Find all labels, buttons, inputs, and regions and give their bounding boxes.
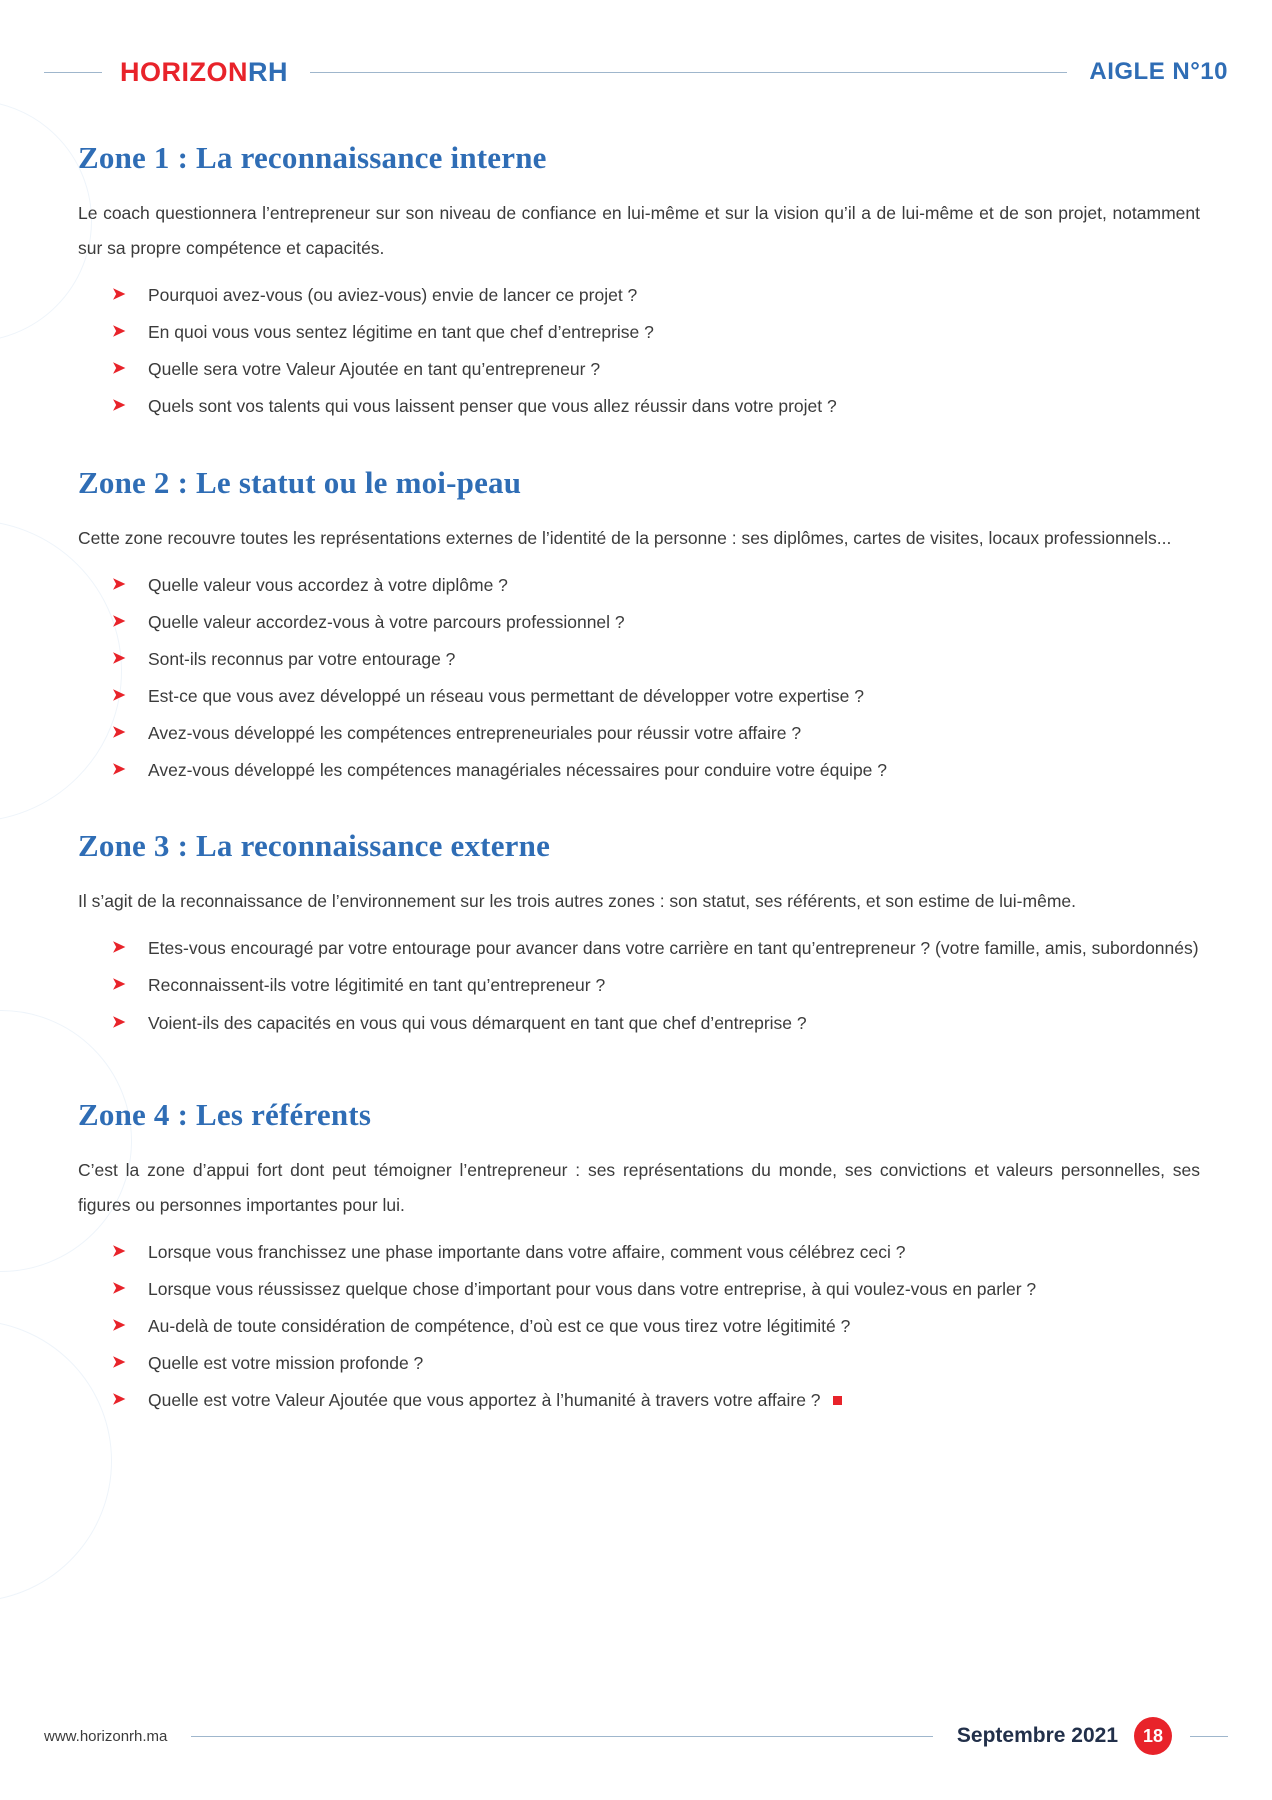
page-header: [0, 48, 1272, 96]
list-item: [108, 319, 1204, 356]
footer-rule: [191, 1736, 933, 1737]
arrow-bullet-icon: ➤: [112, 1391, 126, 1409]
list-item: [108, 720, 1204, 757]
list-item: [108, 1350, 1204, 1387]
list-item: [108, 609, 1204, 646]
list-item: [108, 935, 1204, 972]
list-item: [108, 757, 1204, 794]
brand-logo-secondary: RH: [248, 56, 288, 87]
page-number-badge: 18: [1134, 1717, 1172, 1755]
zone-section: [78, 828, 1204, 1046]
arrow-bullet-icon: ➤: [112, 323, 126, 341]
arrow-bullet-icon: ➤: [112, 1354, 126, 1371]
list-item: [108, 282, 1204, 319]
arrow-bullet-icon: ➤: [112, 575, 126, 593]
list-item: [108, 1313, 1204, 1350]
list-item: [108, 393, 1204, 430]
list-item: [108, 646, 1204, 683]
brand-logo: [120, 57, 288, 88]
arrow-bullet-icon: ➤: [112, 360, 126, 378]
page-footer: [0, 1716, 1272, 1756]
arrow-bullet-icon: ➤: [112, 612, 126, 630]
list-item-label: Avez-vous développé les compétences managériales nécessaires pour conduire votre équipe ?: [148, 760, 888, 781]
zone-title: Zone 4 : Les référents: [78, 1096, 372, 1132]
list-item-label: Sont-ils reconnus par votre entourage ?: [148, 648, 456, 669]
list-item-label: Est-ce que vous avez développé un réseau vous permettant de développer votre expertise ?: [148, 685, 864, 706]
zone-title: Zone 2 : Le statut ou le moi-peau: [78, 464, 522, 500]
zone-intro: Le coach questionnera l’entrepreneur sur son niveau de confiance en lui-même et sur la vision qu’il a de lui-même et de son projet, notamment sur sa propre compétence et capacités.: [78, 203, 1200, 258]
issue-number: AIGLE N°10: [1089, 58, 1228, 85]
zone-title: Zone 1 : La reconnaissance interne: [78, 140, 547, 175]
list-item-label: Lorsque vous réussissez quelque chose d’important pour vous dans votre entreprise, à qui voulez-vous en parler ?: [148, 1278, 1037, 1299]
arrow-bullet-icon: ➤: [112, 976, 126, 994]
zone-section: [78, 140, 1204, 431]
zone-intro: C’est la zone d’appui fort dont peut témoigner l’entrepreneur : ses représentations du monde, ses convictions et valeurs personnelles, ses figures ou personnes importantes pour lui.: [78, 1159, 1200, 1215]
zone-question-list: [78, 282, 1204, 431]
list-item-label: Quelle est votre Valeur Ajoutée que vous apportez à l’humanité à travers votre affaire ?: [148, 1390, 821, 1411]
issue-date: Septembre 2021: [956, 1724, 1118, 1747]
list-item: [108, 1010, 1204, 1047]
zone-section: [78, 465, 1204, 795]
list-item-label: Au-delà de toute considération de compétence, d’où est ce que vous tirez votre légitimité ?: [148, 1315, 851, 1336]
list-item: [108, 572, 1204, 609]
list-item-label: Voient-ils des capacités en vous qui vous démarquent en tant que chef d’entreprise ?: [148, 1012, 807, 1033]
header-rule-left: [44, 72, 102, 73]
end-of-article-marker: [833, 1396, 842, 1405]
arrow-bullet-icon: ➤: [112, 1242, 126, 1260]
arrow-bullet-icon: ➤: [112, 1279, 126, 1297]
arrow-bullet-icon: ➤: [112, 939, 126, 957]
list-item-label: Pourquoi avez-vous (ou aviez-vous) envie de lancer ce projet ?: [148, 285, 638, 305]
arrow-bullet-icon: ➤: [112, 1013, 126, 1031]
zone-question-list: [78, 1239, 1204, 1425]
list-item-label: Quelle est votre mission profonde ?: [148, 1353, 424, 1373]
arrow-bullet-icon: ➤: [112, 1316, 126, 1334]
list-item-label: Lorsque vous franchissez une phase importante dans votre affaire, comment vous célébrez ceci ?: [148, 1241, 906, 1262]
arrow-bullet-icon: ➤: [112, 649, 126, 667]
list-item-label: Quelle valeur accordez-vous à votre parcours professionnel ?: [148, 611, 625, 632]
zone-question-list: [78, 935, 1204, 1046]
list-item: [108, 356, 1204, 393]
list-item-label: En quoi vous vous sentez légitime en tant que chef d’entreprise ?: [148, 322, 654, 343]
zone-title: Zone 3 : La reconnaissance externe: [78, 828, 551, 864]
zone-intro: Cette zone recouvre toutes les représentations externes de l’identité de la personne : ses diplômes, cartes de visites, locaux professionnels...: [78, 527, 1172, 548]
arrow-bullet-icon: ➤: [112, 286, 126, 303]
list-item: [108, 1239, 1204, 1276]
list-item-label: Quelle valeur vous accordez à votre diplôme ?: [148, 574, 508, 595]
zone-intro: Il s’agit de la reconnaissance de l’environnement sur les trois autres zones : son statut, ses référents, et son estime de lui-même.: [78, 891, 1076, 912]
website-url[interactable]: www.horizonrh.ma: [44, 1727, 168, 1745]
list-item: [108, 972, 1204, 1009]
arrow-bullet-icon: ➤: [112, 724, 126, 741]
arrow-bullet-icon: ➤: [112, 397, 126, 415]
arrow-bullet-icon: ➤: [112, 761, 126, 779]
list-item: [108, 1387, 1204, 1424]
arrow-bullet-icon: ➤: [112, 686, 126, 704]
list-item-label: Avez-vous développé les compétences entrepreneuriales pour réussir votre affaire ?: [148, 723, 802, 743]
list-item-label: Reconnaissent-ils votre légitimité en tant qu’entrepreneur ?: [148, 975, 606, 996]
list-item-label: Quels sont vos talents qui vous laissent penser que vous allez réussir dans votre projet ?: [148, 396, 837, 417]
brand-logo-primary: HORIZON: [120, 56, 248, 87]
page-content: [0, 140, 1272, 1458]
header-rule-middle: [310, 72, 1067, 73]
zone-question-list: [78, 572, 1204, 795]
zone-section: [78, 1097, 1204, 1425]
list-item-label: Etes-vous encouragé par votre entourage pour avancer dans votre carrière en tant qu’entrepreneur ? (votre famille, amis, subordonnés): [148, 938, 1199, 959]
footer-rule-right: [1190, 1736, 1228, 1737]
list-item: [108, 683, 1204, 720]
list-item-label: Quelle sera votre Valeur Ajoutée en tant qu’entrepreneur ?: [148, 359, 601, 380]
list-item: [108, 1276, 1204, 1313]
